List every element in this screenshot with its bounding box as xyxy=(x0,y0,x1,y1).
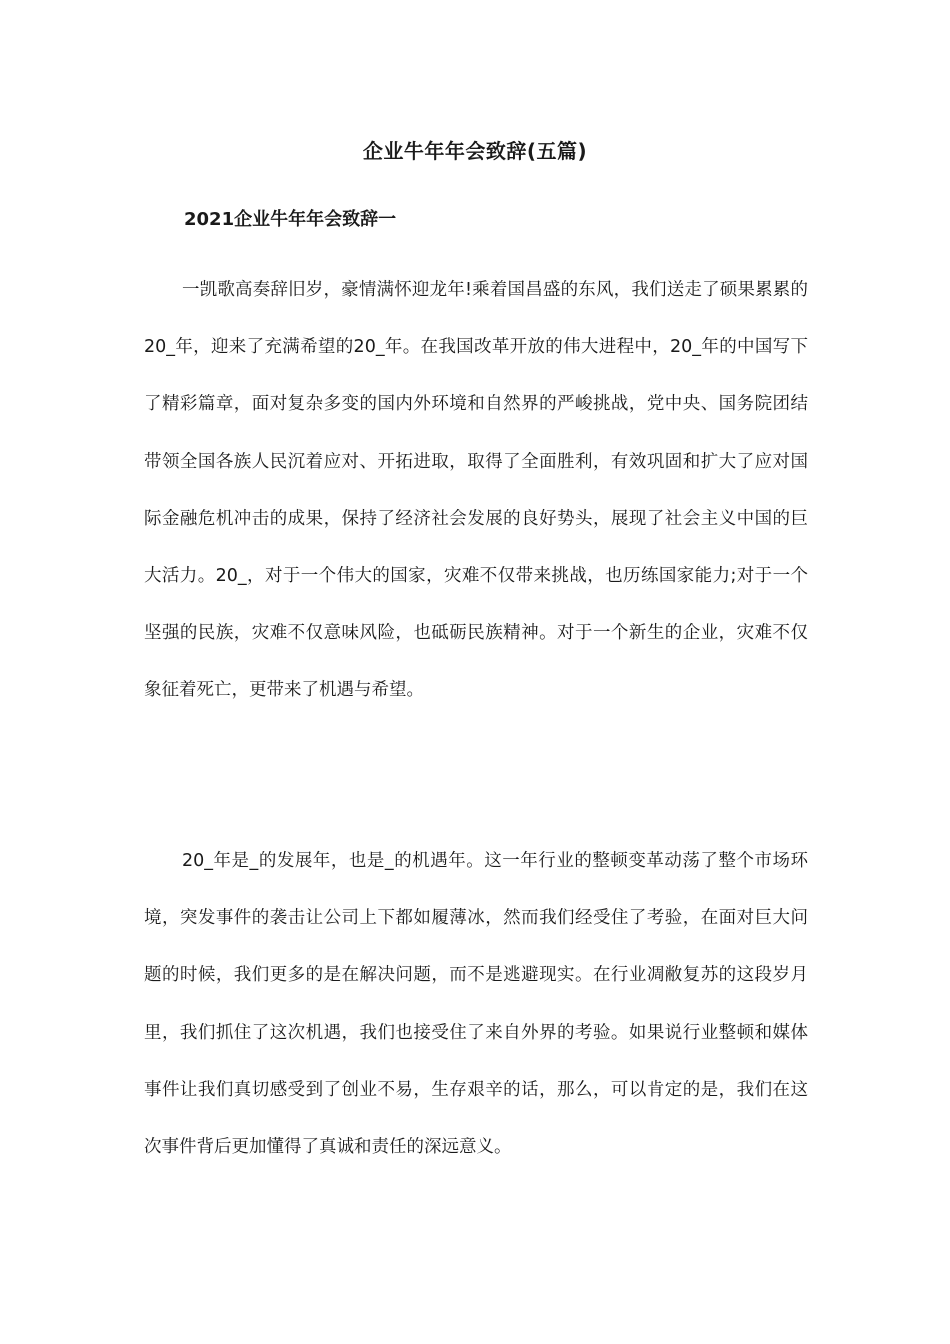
body-paragraph: 一凯歌高奏辞旧岁，豪情满怀迎龙年!乘着国昌盛的东风，我们送走了硕果累累的20_年，迎来了充满希望的20_年。在我国改革开放的伟大进程中，20_年的中国写下了精彩篇章，面对复杂多变的国内外环境和自然界的严峻挑战，党中央、国务院团结带领全国各族人民沉着应对、开拓进取，取得了全面胜利，有效巩固和扩大了应对国际金融危机冲击的成果，保持了经济社会发展的良好势头，展现了社会主义中国的巨大活力。20_，对于一个伟大的国家，灾难不仅带来挑战，也历练国家能力;对于一个坚强的民族，灾难不仅意味风险，也砥砺民族精神。对于一个新生的企业，灾难不仅象征着死亡，更带来了机遇与希望。 xyxy=(144,280,808,701)
document-title: 企业牛年年会致辞(五篇) xyxy=(362,139,588,163)
section-heading: 2021企业牛年年会致辞一 xyxy=(184,209,397,230)
body-paragraph: 20_年是_的发展年，也是_的机遇年。这一年行业的整顿变革动荡了整个市场环境，突发事件的袭击让公司上下都如履薄冰，然而我们经受住了考验，在面对巨大问题的时候，我们更多的是在解决问题，而不是逃避现实。在行业凋敝复苏的这段岁月里，我们抓住了这次机遇，我们也接受住了来自外界的考验。如果说行业整顿和媒体事件让我们真切感受到了创业不易，生存艰辛的话，那么，可以肯定的是，我们在这次事件背后更加懂得了真诚和责任的深远意义。 xyxy=(144,851,808,1158)
